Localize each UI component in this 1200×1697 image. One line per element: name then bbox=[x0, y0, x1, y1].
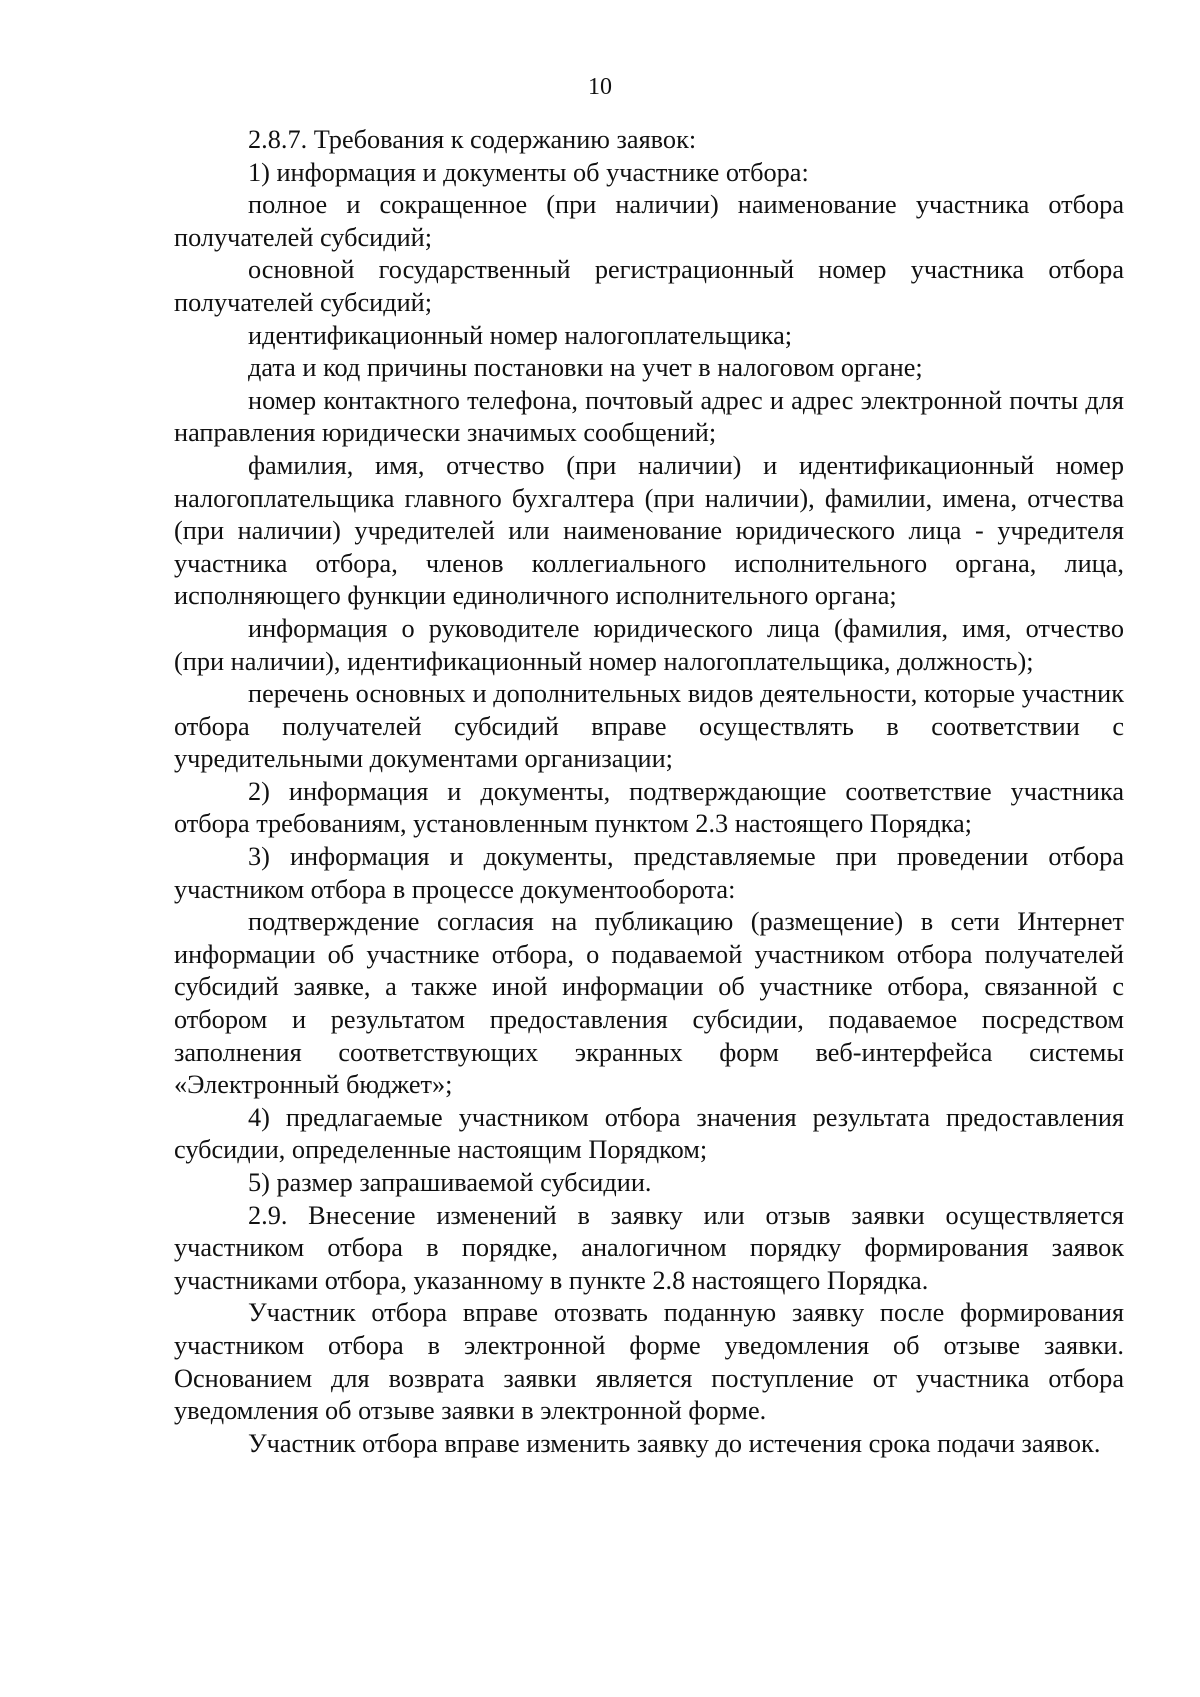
paragraph: 2.8.7. Требования к содержанию заявок: bbox=[248, 125, 697, 154]
document-body bbox=[174, 124, 1124, 1460]
paragraph: 5) размер запрашиваемой субсидии. bbox=[248, 1168, 652, 1197]
paragraph: 1) информация и документы об участнике отбора: bbox=[248, 157, 809, 187]
page-number: 10 bbox=[588, 74, 612, 100]
paragraph: 2.9. Внесение изменений в заявку или отзыв заявки осуществляется участником отбора в порядке, аналогичном порядку формирования заявок участниками отбора, указанному в пункте 2.8 настоящего Порядка. bbox=[174, 1200, 1124, 1295]
paragraph: основной государственный регистрационный номер участника отбора получателей субсидий; bbox=[174, 255, 1124, 317]
paragraph: номер контактного телефона, почтовый адрес и адрес электронной почты для направления юридически значимых сообщений; bbox=[174, 385, 1124, 448]
paragraph: идентификационный номер налогоплательщика; bbox=[248, 320, 793, 350]
paragraph: 4) предлагаемые участником отбора значения результата предоставления субсидии, определенные настоящим Порядком; bbox=[174, 1102, 1124, 1165]
paragraph: фамилия, имя, отчество (при наличии) и идентификационный номер налогоплательщика главного бухгалтера (при наличии), фамилии, имена, отчества (при наличии) учредителей или наименование юридического лица - учредителя участника отбора, членов коллегиального исполнительного органа, лица, исполняющего функции единоличного исполнительного органа; bbox=[174, 450, 1124, 611]
paragraph: дата и код причины постановки на учет в налоговом органе; bbox=[248, 353, 923, 383]
paragraph: Участник отбора вправе отозвать поданную заявку после формирования участником отбора в электронной форме уведомления об отзыве заявки. Основанием для возврата заявки является поступление от участника отбора уведомления об отзыве заявки в электронной форме. bbox=[174, 1298, 1124, 1426]
paragraph: полное и сокращенное (при наличии) наименование участника отбора получателей субсидий; bbox=[174, 190, 1124, 252]
paragraph: подтверждение согласия на публикацию (размещение) в сети Интернет информации об участнике отбора, о подаваемой участником отбора получателей субсидий заявке, а также иной информации об участнике отбора, связанной с отбором и результатом предоставления субсидии, подаваемое посредством заполнения соответствующих экранных форм веб-интерфейса системы «Электронный бюджет»; bbox=[174, 907, 1124, 1100]
paragraph: 2) информация и документы, подтверждающие соответствие участника отбора требованиям, установленным пунктом 2.3 настоящего Порядка; bbox=[174, 776, 1124, 839]
paragraph: Участник отбора вправе изменить заявку до истечения срока подачи заявок. bbox=[248, 1428, 1101, 1458]
paragraph: перечень основных и дополнительных видов деятельности, которые участник отбора получателей субсидий вправе осуществлять в соответствии с учредительными документами организации; bbox=[174, 679, 1124, 774]
paragraph: 3) информация и документы, представляемые при проведении отбора участником отбора в процессе документооборота: bbox=[174, 842, 1124, 904]
paragraph: информация о руководителе юридического лица (фамилия, имя, отчество (при наличии), идентификационный номер налогоплательщика, должность); bbox=[174, 613, 1124, 676]
